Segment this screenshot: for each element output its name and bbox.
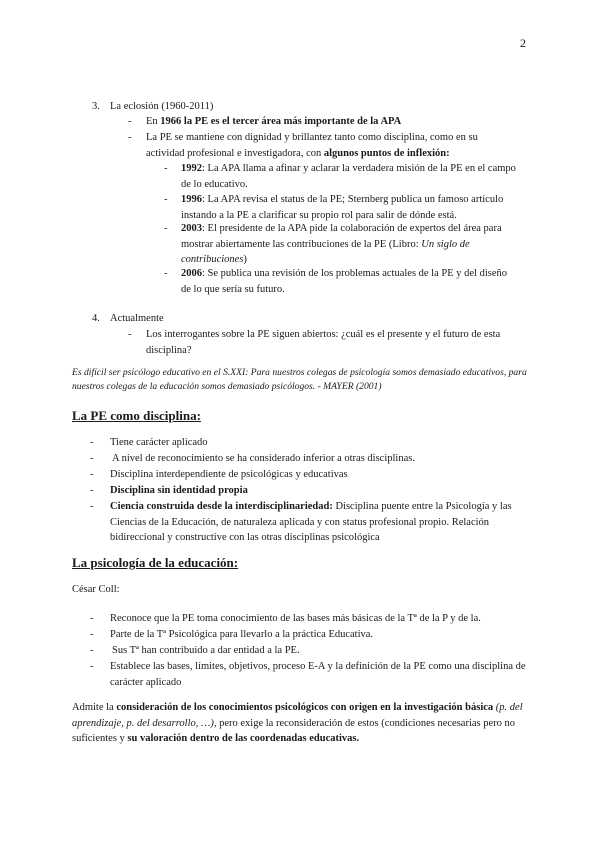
section-3-item-1 — [128, 114, 518, 130]
section-3-subitem-1996 — [164, 192, 516, 223]
dash-bullet: - — [128, 116, 132, 127]
list-item-text: Disciplina interdependiente de psicológicas y educativas — [110, 469, 348, 480]
paragraph-text: Admite la — [72, 702, 117, 713]
disciplina-list — [90, 435, 530, 546]
section-4-number: 4. — [92, 313, 100, 324]
year-label: 1992 — [181, 163, 202, 174]
section-4-item-text: Los interrogantes sobre la PE siguen abiertos: ¿cuál es el presente y el futuro de esta disciplina? — [146, 329, 501, 356]
book-title: Un siglo de contribuciones — [181, 238, 470, 265]
list-item — [90, 627, 530, 643]
paragraph-bold-text: consideración de los conocimientos psicológicos con origen en la investigación básica — [116, 702, 494, 713]
section-4-title: Actualmente — [110, 313, 164, 324]
dash-bullet: - — [164, 194, 168, 205]
list-item — [90, 611, 530, 627]
dash-bullet: - — [90, 437, 94, 448]
list-item-text: A nivel de reconocimiento se ha considerado inferior a otras disciplinas. — [112, 453, 415, 464]
section-3-title: La eclosión (1960-2011) — [110, 101, 214, 112]
dash-bullet: - — [90, 453, 94, 464]
author-label: César Coll: — [72, 584, 120, 595]
list-item-text: Parte de la Tª Psicológica para llevarlo a la práctica Educativa. — [110, 629, 374, 640]
page-number: 2 — [520, 36, 526, 50]
dash-bullet: - — [90, 485, 94, 496]
subitem-text: : El presidente de la APA pide la colaboración de expertos del área para mostrar abiertamente las contribuciones de la PE (Libro: — [181, 223, 502, 250]
list-item — [90, 659, 530, 690]
heading-pe-disciplina: La PE como disciplina: — [72, 408, 201, 423]
list-item-text: Disciplina puente entre la Psicología y las Ciencias de la Educación, de naturaleza aplicada y con status profesional propio. Relación bidireccional y constructive con las otras disciplinas psicológica — [110, 501, 512, 543]
item-bold-text: 1966 la PE es el tercer área más importante de la APA — [160, 116, 402, 127]
list-item-text: Disciplina sin identidad propia — [110, 485, 248, 496]
year-label: 1996 — [181, 194, 202, 205]
dash-bullet: - — [128, 132, 132, 143]
dash-bullet: - — [164, 268, 168, 279]
heading-psicologia-educacion: La psicología de la educación: — [72, 555, 239, 570]
subitem-text: : La APA llama a afinar y aclarar la verdadera misión de la PE en el campo de lo educativo. — [181, 163, 516, 190]
dash-bullet: - — [128, 329, 132, 340]
list-item — [90, 483, 530, 499]
dash-bullet: - — [90, 469, 94, 480]
dash-bullet: - — [90, 661, 94, 672]
year-label: 2006 — [181, 268, 202, 279]
section-3-title-row — [92, 99, 512, 115]
list-item — [90, 467, 530, 483]
item-text: En — [146, 116, 161, 127]
list-item-text: Sus Tª han contribuido a dar entidad a la PE. — [112, 645, 300, 656]
dash-bullet: - — [90, 645, 94, 656]
list-item-text: Establece las bases, límites, objetivos, proceso E-A y la definición de la PE como una disciplina de carácter aplicado — [110, 661, 526, 688]
paragraph-bold-text: su valoración dentro de las coordenadas educativas. — [127, 733, 360, 744]
dash-bullet: - — [90, 629, 94, 640]
dash-bullet: - — [164, 223, 168, 234]
paragraph-text: pero exige la reconsideración de estos (condiciones necesarias pero no suficientes y — [72, 717, 516, 744]
section-3-subitem-1992 — [164, 161, 516, 192]
subitem-text: : La APA revisa el status de la PE; Sternberg publica un famoso artículo instando a la PE a clarificar su propio rol para salir de dónde está. — [181, 194, 504, 221]
dash-bullet: - — [164, 163, 168, 174]
section-4-item — [128, 327, 522, 358]
coll-list — [90, 611, 530, 690]
list-item-bold-text: Ciencia construida desde la interdisciplinariedad: — [110, 501, 333, 512]
list-item-text: Tiene carácter aplicado — [110, 437, 208, 448]
year-label: 2003 — [181, 223, 202, 234]
section-3-item-2 — [128, 130, 516, 161]
section-3-number: 3. — [92, 101, 100, 112]
list-item — [90, 435, 530, 451]
section-4-title-row — [92, 311, 512, 327]
subitem-text-tail: ) — [243, 254, 247, 265]
subitem-text: : Se publica una revisión de los problemas actuales de la PE y del diseño de lo que sería su futuro. — [181, 268, 508, 295]
list-item-text: Reconoce que la PE toma conocimiento de las bases más básicas de la Tª de la P y de la. — [110, 613, 481, 624]
list-item — [90, 643, 530, 659]
item-text: La PE se mantiene con dignidad y brillantez tanto como disciplina, como en su actividad profesional e investigadora, con — [146, 132, 478, 159]
section-3-subitem-2003 — [164, 221, 516, 268]
paragraph-italic-text: (p. del aprendizaje, p. del desarrollo, …), — [72, 702, 523, 729]
list-item — [90, 499, 530, 546]
list-item — [90, 451, 530, 467]
section-3-subitem-2006 — [164, 266, 516, 297]
dash-bullet: - — [90, 501, 94, 512]
item-bold-text: algunos puntos de inflexión: — [323, 147, 450, 159]
dash-bullet: - — [90, 613, 94, 624]
mayer-quote: Es difícil ser psicólogo educativo en el S.XXI: Para nuestros colegas de psicología somos demasiado educativos, para nuestros colegas de la educación somos demasiado psicólogos. - MAYER (2001) — [72, 367, 527, 392]
final-paragraph — [72, 700, 524, 747]
